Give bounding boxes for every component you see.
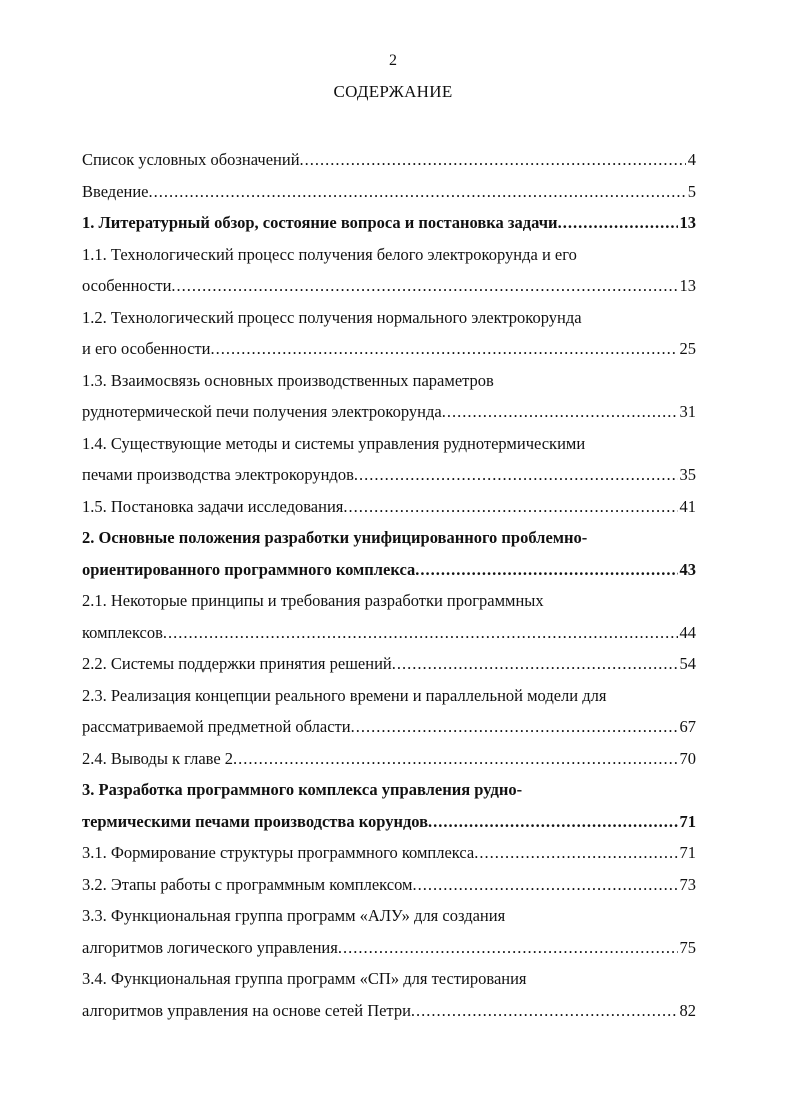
- toc-page-number: 41: [679, 496, 696, 516]
- toc-entry-text: Введение: [82, 181, 149, 201]
- toc-line: [82, 239, 696, 271]
- toc-line: [82, 995, 696, 1027]
- toc-page-number: 82: [679, 1000, 696, 1020]
- toc-page-number: 44: [679, 622, 696, 642]
- toc-page-number: 73: [679, 874, 696, 894]
- toc-line: [82, 302, 696, 334]
- toc-leader-dots: [171, 270, 677, 302]
- toc-leader-dots: [442, 396, 678, 428]
- toc-entry-text: 3. Разработка программного комплекса управления рудно-: [82, 780, 523, 799]
- toc-line: [82, 963, 696, 995]
- toc-entry-text: рассматриваемой предметной области: [82, 717, 351, 736]
- toc-line: [82, 428, 696, 460]
- toc-entry-text: 1.2. Технологический процесс получения нормального электрокорунда: [82, 307, 582, 327]
- toc-entry-text: 3.3. Функциональная группа программ «АЛУ» для создания: [82, 906, 506, 925]
- toc-leader-dots: [411, 995, 678, 1027]
- toc-leader-dots: [210, 333, 677, 365]
- toc-entry-text: особенности: [82, 276, 172, 295]
- toc-line: [82, 869, 696, 901]
- toc-line: [82, 617, 696, 649]
- toc-leader-dots: [351, 711, 678, 743]
- toc-line: [82, 932, 696, 964]
- toc-line: [82, 743, 696, 775]
- toc-page-number: 35: [679, 465, 696, 484]
- toc-page-number: 70: [679, 748, 696, 768]
- table-of-contents: [82, 144, 696, 1026]
- toc-entry-text: комплексов: [82, 622, 163, 642]
- toc-page-number: 43: [679, 559, 696, 579]
- toc-entry-text: 1.4. Существующие методы и системы управления руднотермическими: [82, 433, 586, 453]
- toc-leader-dots: [412, 869, 677, 901]
- toc-entry-text: 1.1. Технологический процесс получения белого электрокорунда и его: [82, 244, 577, 264]
- toc-entry-text: руднотермической печи получения электрокорунда: [82, 402, 442, 421]
- toc-entry-text: 3.2. Этапы работы с программным комплексом: [82, 874, 413, 894]
- toc-line: [82, 774, 696, 806]
- toc-entry-text: алгоритмов управления на основе сетей Петри: [82, 1000, 411, 1020]
- toc-line: [82, 491, 696, 523]
- toc-page-number: 4: [687, 150, 696, 169]
- toc-entry-text: ориентированного программного комплекса: [82, 559, 416, 579]
- toc-leader-dots: [343, 491, 677, 523]
- toc-entry-text: 1.5. Постановка задачи исследования: [82, 496, 344, 516]
- toc-line: [82, 270, 696, 302]
- toc-entry-text: 2. Основные положения разработки унифицированного проблемно-: [82, 528, 588, 547]
- toc-line: [82, 806, 696, 838]
- toc-page-number: 75: [679, 937, 696, 957]
- toc-page-number: 25: [679, 339, 696, 358]
- toc-entry-text: 3.4. Функциональная группа программ «СП» для тестирования: [82, 969, 527, 988]
- toc-line: [82, 396, 696, 428]
- toc-entry-text: 2.3. Реализация концепции реального времени и параллельной модели для: [82, 685, 607, 705]
- toc-line: [82, 585, 696, 617]
- toc-page-number: 13: [679, 276, 696, 295]
- toc-entry-text: 2.1. Некоторые принципы и требования разработки программных: [82, 591, 544, 610]
- toc-page-number: 5: [687, 181, 696, 201]
- toc-entry-text: термическими печами производства корундов: [82, 811, 429, 831]
- toc-line: [82, 365, 696, 397]
- toc-leader-dots: [149, 176, 686, 208]
- toc-line: [82, 522, 696, 554]
- toc-page-number: 54: [679, 654, 696, 673]
- toc-line: [82, 680, 696, 712]
- toc-page-number: 67: [679, 717, 696, 736]
- toc-leader-dots: [558, 207, 678, 239]
- toc-entry-text: 3.1. Формирование структуры программного комплекса: [82, 843, 475, 862]
- toc-leader-dots: [415, 554, 677, 586]
- page-title: СОДЕРЖАНИЕ: [333, 82, 453, 101]
- toc-entry-text: алгоритмов логического управления: [82, 937, 338, 957]
- toc-leader-dots: [428, 806, 677, 838]
- toc-line: [82, 333, 696, 365]
- toc-entry-text: 1. Литературный обзор, состояние вопроса и постановка задачи: [82, 213, 558, 232]
- toc-leader-dots: [354, 459, 678, 491]
- toc-entry-text: и его особенности: [82, 339, 211, 358]
- toc-leader-dots: [392, 648, 678, 680]
- toc-leader-dots: [233, 743, 677, 775]
- toc-line: [82, 837, 696, 869]
- toc-page-number: 31: [679, 402, 696, 421]
- page-number: 2: [389, 52, 397, 69]
- toc-line: [82, 900, 696, 932]
- toc-entry-text: Список условных обозначений: [82, 150, 300, 169]
- toc-page-number: 71: [679, 811, 696, 831]
- toc-line: [82, 554, 696, 586]
- toc-entry-text: 1.3. Взаимосвязь основных производственных параметров: [82, 370, 494, 390]
- toc-leader-dots: [300, 144, 686, 176]
- toc-entry-text: печами производства электрокорундов: [82, 465, 354, 484]
- toc-leader-dots: [474, 837, 677, 869]
- toc-leader-dots: [338, 932, 678, 964]
- toc-page-number: 13: [679, 213, 696, 232]
- toc-line: [82, 711, 696, 743]
- toc-line: [82, 648, 696, 680]
- toc-entry-text: 2.4. Выводы к главе 2: [82, 748, 234, 768]
- toc-page-number: 71: [679, 843, 696, 862]
- toc-line: [82, 144, 696, 176]
- toc-line: [82, 207, 696, 239]
- toc-entry-text: 2.2. Системы поддержки принятия решений: [82, 654, 392, 673]
- toc-line: [82, 459, 696, 491]
- toc-leader-dots: [163, 617, 678, 649]
- toc-line: [82, 176, 696, 208]
